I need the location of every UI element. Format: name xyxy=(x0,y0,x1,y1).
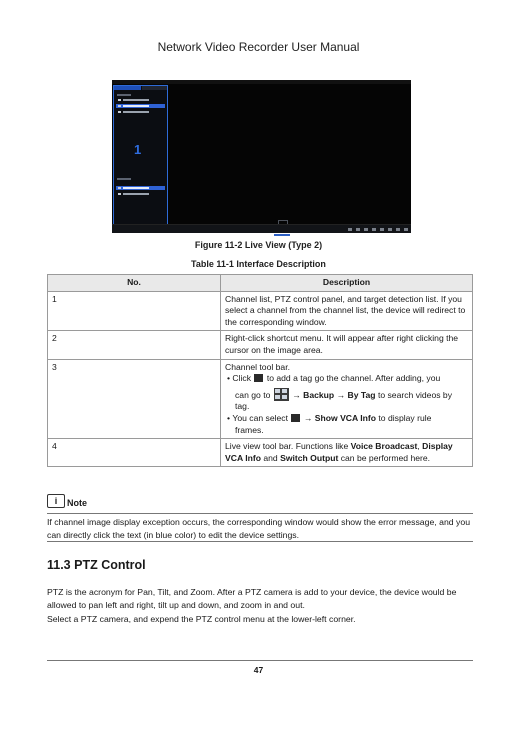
toolbar-icon xyxy=(356,228,360,231)
camera-icon xyxy=(118,111,121,113)
bullet-text: to add a tag go the channel. After adding, you xyxy=(266,373,441,384)
bullet-item: • Click to add a tag go the channel. After adding, you xyxy=(227,373,441,384)
row-text: , xyxy=(417,441,423,452)
note-header xyxy=(47,494,473,508)
placeholder-link-bar xyxy=(274,234,290,236)
section-paragraph: Select a PTZ camera, and expend the PTZ control menu at the lower-left corner. xyxy=(47,614,356,624)
page-header: Network Video Recorder User Manual xyxy=(157,40,360,54)
screenshot-top-bar xyxy=(112,80,411,84)
toolbar-icon xyxy=(380,228,384,231)
detection-name-bar xyxy=(123,193,149,195)
toolbar-icon xyxy=(348,228,352,231)
row-description xyxy=(221,439,473,467)
toolbar-icon xyxy=(372,228,376,231)
table-row xyxy=(48,291,473,331)
note-label: Note xyxy=(67,498,87,508)
detection-item-selected xyxy=(116,186,165,190)
row-number: 4 xyxy=(48,439,221,467)
section-label-bar xyxy=(117,178,131,180)
channel-item xyxy=(116,110,165,114)
menu-grid-icon xyxy=(274,388,289,401)
row-bold-text: Switch Output xyxy=(280,452,339,463)
camera-icon xyxy=(118,187,121,189)
detection-item xyxy=(116,192,165,196)
toolbar-icon xyxy=(388,228,392,231)
table-header-row xyxy=(48,275,473,292)
column-header-description: Description xyxy=(221,275,473,292)
row-bold-text: Voice Broadcast xyxy=(350,441,418,452)
live-view-screenshot xyxy=(112,80,411,233)
row-text: Live view tool bar. Functions like xyxy=(225,441,351,452)
bullet-text: can go to xyxy=(235,389,271,400)
row-number: 3 xyxy=(48,359,221,439)
note-box xyxy=(47,494,473,540)
table-caption: Table 11-1 Interface Description xyxy=(191,259,326,269)
table-row xyxy=(48,359,473,439)
interface-description-table xyxy=(47,274,473,467)
row-description xyxy=(221,359,473,439)
bullet-text: to search videos by xyxy=(377,389,452,400)
toolbar-icon xyxy=(364,228,368,231)
channel-item-selected xyxy=(116,104,165,108)
row-number: 2 xyxy=(48,331,221,359)
channel-name-bar xyxy=(123,99,149,101)
figure-caption: Figure 11-2 Live View (Type 2) xyxy=(194,240,323,250)
channel-name-bar xyxy=(123,111,149,113)
callout-marker: 1 xyxy=(134,142,142,157)
bullet-continuation: tag. xyxy=(235,401,250,412)
row-description: Right-click shortcut menu. It will appear after right clicking the cursor on the image area. xyxy=(221,331,473,359)
toolbar-icon xyxy=(404,228,408,231)
channel-name-bar xyxy=(123,105,149,107)
bullet-text: to display rule xyxy=(378,412,432,423)
row-bold-text: Display xyxy=(422,441,453,452)
bullet-continuation: frames. xyxy=(235,424,264,435)
column-header-no: No. xyxy=(48,275,221,292)
row-text: and xyxy=(260,452,281,463)
detection-name-bar xyxy=(123,187,149,189)
note-bottom-rule xyxy=(47,541,473,542)
footer-rule xyxy=(47,660,473,661)
panel-tab-inactive xyxy=(142,86,167,90)
row-bold-text: VCA Info xyxy=(225,452,261,463)
toolbar-icon xyxy=(396,228,400,231)
note-icon: i xyxy=(47,494,65,508)
note-text: If channel image display exception occurs, the corresponding window would show the error message, and you can directly click the text (in blue color) to edit the device settings. xyxy=(47,517,471,540)
channel-list-panel xyxy=(113,85,168,231)
panel-tabs xyxy=(114,86,167,90)
bullet-continuation xyxy=(225,388,468,402)
row-intro: Channel tool bar. xyxy=(225,361,290,372)
bullet-text: Click xyxy=(232,373,252,384)
table-row xyxy=(48,331,473,359)
row-description: Channel list, PTZ control panel, and target detection list. If you select a channel from the channel list, the device will redirect to the corresponding window. xyxy=(221,291,473,331)
menu-path: → Show VCA Info xyxy=(303,412,377,423)
row-text: can be performed here. xyxy=(338,452,431,463)
camera-icon xyxy=(118,193,121,195)
section-heading: 11.3 PTZ Control xyxy=(47,558,146,572)
section-paragraph: PTZ is the acronym for Pan, Tilt, and Zoom. After a PTZ camera is add to your device, the device would be allowed to pan left and right, tilt up and down, and zoom in and out. xyxy=(47,587,457,610)
more-icon xyxy=(291,414,300,422)
menu-path: → Backup → By Tag xyxy=(292,389,376,400)
bullet-text: You can select xyxy=(232,412,288,423)
row-number: 1 xyxy=(48,291,221,331)
camera-icon xyxy=(118,105,121,107)
table-row xyxy=(48,439,473,467)
panel-tab-active xyxy=(114,86,141,90)
page-number: 47 xyxy=(253,665,264,675)
section-label-bar xyxy=(117,94,131,96)
note-divider xyxy=(47,513,473,514)
channel-item xyxy=(116,98,165,102)
tag-icon xyxy=(254,374,263,382)
live-view-toolbar xyxy=(112,224,411,233)
bullet-item: • You can select → Show VCA Info to display rule xyxy=(227,412,432,423)
camera-icon xyxy=(118,99,121,101)
